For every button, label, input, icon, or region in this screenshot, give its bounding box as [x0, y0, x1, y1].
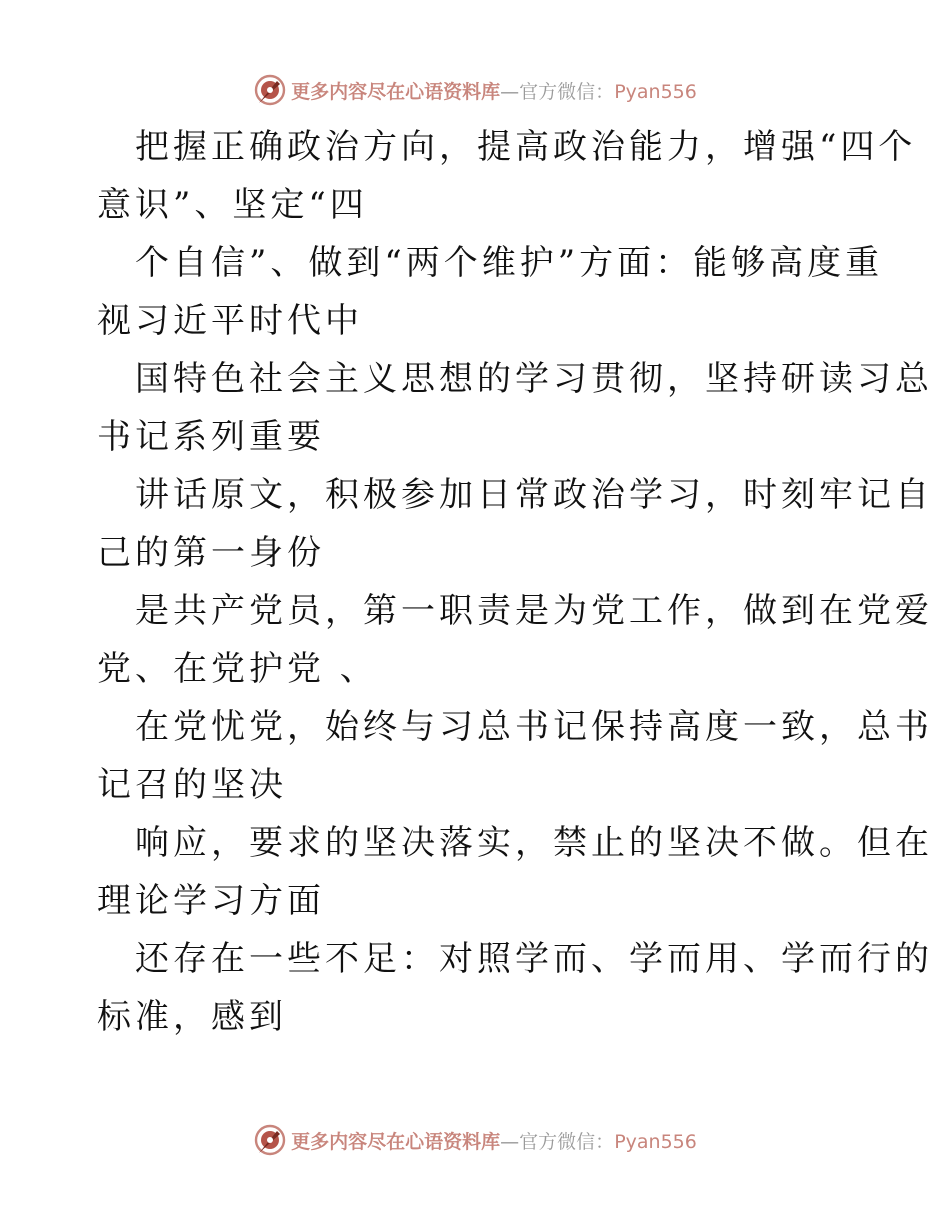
quill-seal-icon — [253, 1123, 287, 1157]
body-line: 响应，要求的坚决落实，禁止的坚决不做。但在 — [135, 823, 933, 863]
body-line: 讲话原文，积极参加日常政治学习，时刻牢记自 — [135, 475, 933, 515]
header-wechat-id: Pyan556 — [614, 80, 697, 103]
body-line: 党、在党护党 、 — [97, 649, 378, 689]
header-separator: — — [500, 80, 520, 103]
body-line: 书记系列重要 — [97, 417, 325, 457]
document-body — [97, 118, 933, 1046]
quill-seal-icon — [253, 73, 287, 107]
body-line: 是共产党员，第一职责是为党工作，做到在党爱 — [135, 591, 933, 631]
footer-site-text: 更多内容尽在心语资料库 — [291, 1130, 501, 1153]
footer-banner — [0, 1120, 950, 1160]
header-site-text: 更多内容尽在心语资料库 — [291, 80, 501, 103]
footer-text — [291, 1127, 697, 1154]
body-line: 意识”、坚定“四 — [97, 185, 368, 225]
footer-wechat-label: 官方微信： — [519, 1130, 615, 1153]
body-line: 记召的坚决 — [97, 765, 287, 805]
footer-wechat-id: Pyan556 — [614, 1130, 697, 1153]
body-line: 国特色社会主义思想的学习贯彻，坚持研读习总 — [135, 359, 933, 399]
header-banner — [0, 70, 950, 110]
body-line: 在党忧党，始终与习总书记保持高度一致，总书 — [135, 707, 933, 747]
body-line: 己的第一身份 — [97, 533, 325, 573]
body-line: 视习近平时代中 — [97, 301, 363, 341]
body-line: 理论学习方面 — [97, 881, 325, 921]
footer-separator: — — [500, 1130, 520, 1153]
body-line: 个自信”、做到“两个维护”方面：能够高度重 — [135, 243, 884, 283]
header-wechat-label: 官方微信： — [519, 80, 615, 103]
body-line: 把握正确政治方向，提高政治能力，增强“四个 — [135, 127, 917, 167]
header-text — [291, 77, 697, 104]
body-line: 标准，感到 — [97, 997, 287, 1037]
body-line: 还存在一些不足：对照学而、学而用、学而行的 — [135, 939, 933, 979]
